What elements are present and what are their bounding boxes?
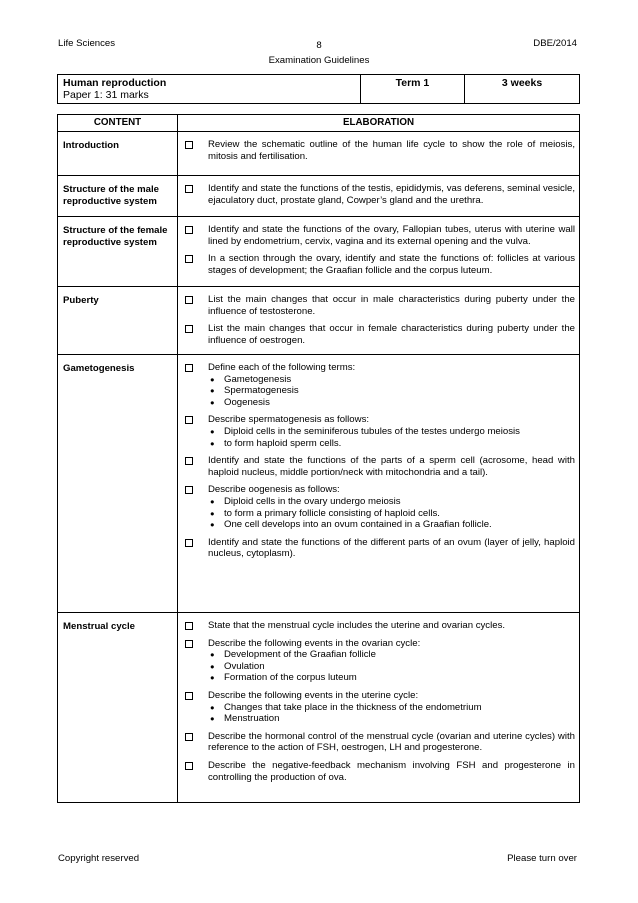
row-topic: Puberty xyxy=(58,287,178,355)
list-item xyxy=(182,484,575,530)
item-text: Review the schematic outline of the human life cycle to show the role of meiosis, mitosis and fertilisation. xyxy=(208,139,575,162)
content-column-header: CONTENT xyxy=(58,115,178,132)
item-text: In a section through the ovary, identify and state the functions of: follicles at various stages of development; the Graafian follicle and the corpus luteum. xyxy=(208,253,575,276)
row-elaboration xyxy=(178,217,580,287)
item-text: Describe the hormonal control of the menstrual cycle (ovarian and uterine cycles) with reference to the action of FSH, oestrogen, LH and progesterone. xyxy=(208,730,575,754)
table-row xyxy=(58,132,580,176)
weeks-cell: 3 weeks xyxy=(465,75,580,104)
item-text: Describe the following events in the ovarian cycle: xyxy=(208,637,421,649)
list-item xyxy=(182,362,575,408)
item-text: Describe spermatogenesis as follows: xyxy=(208,414,370,426)
footer-copyright: Copyright reserved xyxy=(58,853,140,864)
sub-bullet-list xyxy=(208,496,575,531)
checkbox-bullet-icon xyxy=(185,296,193,304)
sub-bullet: ● Spermatogenesis xyxy=(208,385,575,397)
sub-bullet-list xyxy=(208,426,575,449)
row-elaboration xyxy=(178,176,580,217)
term-cell: Term 1 xyxy=(360,75,464,104)
list-item xyxy=(182,294,575,317)
sub-bullet: ● Gametogenesis xyxy=(208,374,575,386)
list-item xyxy=(182,139,575,162)
sub-bullet: ● Diploid cells in the ovary undergo meiosis xyxy=(208,496,575,508)
row-topic: Structure of the female reproductive system xyxy=(58,217,178,287)
sub-bullet-list xyxy=(208,374,575,409)
sub-bullet: ● to form haploid sperm cells. xyxy=(208,438,575,450)
checkbox-bullet-icon xyxy=(185,185,193,193)
topic-table xyxy=(57,74,580,104)
table-row xyxy=(58,176,580,217)
checkbox-bullet-icon xyxy=(185,733,193,741)
checkbox-bullet-icon xyxy=(185,226,193,234)
checkbox-bullet-icon xyxy=(185,539,193,547)
list-item xyxy=(182,638,575,684)
sub-bullet: ● Development of the Graafian follicle xyxy=(208,649,575,661)
row-elaboration xyxy=(178,613,580,803)
sub-bullet: ● Formation of the corpus luteum xyxy=(208,672,575,684)
sub-bullet: ● Oogenesis xyxy=(208,397,575,409)
list-item xyxy=(182,323,575,346)
row-elaboration xyxy=(178,132,580,176)
content-table xyxy=(57,114,580,803)
list-item xyxy=(182,224,575,247)
elaboration-column-header: ELABORATION xyxy=(178,115,580,132)
row-elaboration xyxy=(178,355,580,613)
checkbox-bullet-icon xyxy=(185,692,193,700)
checkbox-bullet-icon xyxy=(185,141,193,149)
sub-bullet: ● Changes that take place in the thickness of the endometrium xyxy=(208,702,575,714)
table-row xyxy=(58,217,580,287)
checkbox-bullet-icon xyxy=(185,762,193,770)
item-text: Describe oogenesis as follows: xyxy=(208,484,340,496)
item-text: Describe the following events in the uterine cycle: xyxy=(208,689,419,701)
row-topic: Gametogenesis xyxy=(58,355,178,613)
sub-bullet: ● to form a primary follicle consisting of haploid cells. xyxy=(208,508,575,520)
list-item xyxy=(182,690,575,725)
header-subtitle: Examination Guidelines xyxy=(268,55,370,66)
item-text: Identify and state the functions of the different parts of an ovum (layer of jelly, haploid nucleus, cytoplasm). xyxy=(208,536,575,560)
checkbox-bullet-icon xyxy=(185,416,193,424)
list-item xyxy=(182,731,575,754)
item-text: List the main changes that occur in female characteristics during puberty under the influence of oestrogen. xyxy=(208,323,575,346)
row-topic: Menstrual cycle xyxy=(58,613,178,803)
item-text: List the main changes that occur in male characteristics during puberty under the influence of testosterone. xyxy=(208,294,575,317)
header-subject: Life Sciences xyxy=(58,38,116,49)
list-item xyxy=(182,455,575,478)
list-item xyxy=(182,760,575,783)
topic-cell xyxy=(58,75,361,104)
item-text: Describe the negative-feedback mechanism involving FSH and progesterone in controlling the production of ova. xyxy=(208,759,575,783)
table-row xyxy=(58,355,580,613)
item-text: Define each of the following terms: xyxy=(208,362,356,373)
list-item xyxy=(182,537,575,560)
list-item xyxy=(182,620,575,632)
sub-bullet: ● Ovulation xyxy=(208,661,575,673)
content-rows xyxy=(58,132,580,803)
sub-bullet-list xyxy=(208,649,575,684)
item-text: Identify and state the functions of the testis, epididymis, vas deferens, seminal vesicle, ejaculatory duct, prostate gland, Cowper’s gland and the urethra. xyxy=(208,183,575,206)
sub-bullet: ● Menstruation xyxy=(208,713,575,725)
header-code: DBE/2014 xyxy=(533,38,577,49)
sub-bullet: ● Diploid cells in the seminiferous tubules of the testes undergo meiosis xyxy=(208,426,575,438)
checkbox-bullet-icon xyxy=(185,622,193,630)
sub-bullet: ● One cell develops into an ovum contained in a Graafian follicle. xyxy=(208,519,575,531)
list-item xyxy=(182,183,575,206)
row-topic: Structure of the male reproductive system xyxy=(58,176,178,217)
table-row xyxy=(58,613,580,803)
row-topic: Introduction xyxy=(58,132,178,176)
page-number: 8 xyxy=(316,40,322,51)
topic-title: Human reproduction xyxy=(63,77,167,89)
item-text: Identify and state the functions of the ovary, Fallopian tubes, uterus with uterine wall lined by endometrium, cervix, vagina and its external opening and the vulva. xyxy=(208,224,575,247)
checkbox-bullet-icon xyxy=(185,486,193,494)
item-text: State that the menstrual cycle includes the uterine and ovarian cycles. xyxy=(208,620,506,631)
checkbox-bullet-icon xyxy=(185,640,193,648)
table-row xyxy=(58,287,580,355)
list-item xyxy=(182,414,575,449)
checkbox-bullet-icon xyxy=(185,364,193,372)
checkbox-bullet-icon xyxy=(185,325,193,333)
row-elaboration xyxy=(178,287,580,355)
sub-bullet-list xyxy=(208,702,575,725)
paper-marks: Paper 1: 31 marks xyxy=(63,89,149,101)
item-text: Identify and state the functions of the parts of a sperm cell (acrosome, head with haploid nucleus, middle portion/neck with mitochondria and a tail). xyxy=(208,455,575,478)
list-item xyxy=(182,253,575,276)
footer-turn-over: Please turn over xyxy=(507,853,577,864)
checkbox-bullet-icon xyxy=(185,457,193,465)
checkbox-bullet-icon xyxy=(185,255,193,263)
